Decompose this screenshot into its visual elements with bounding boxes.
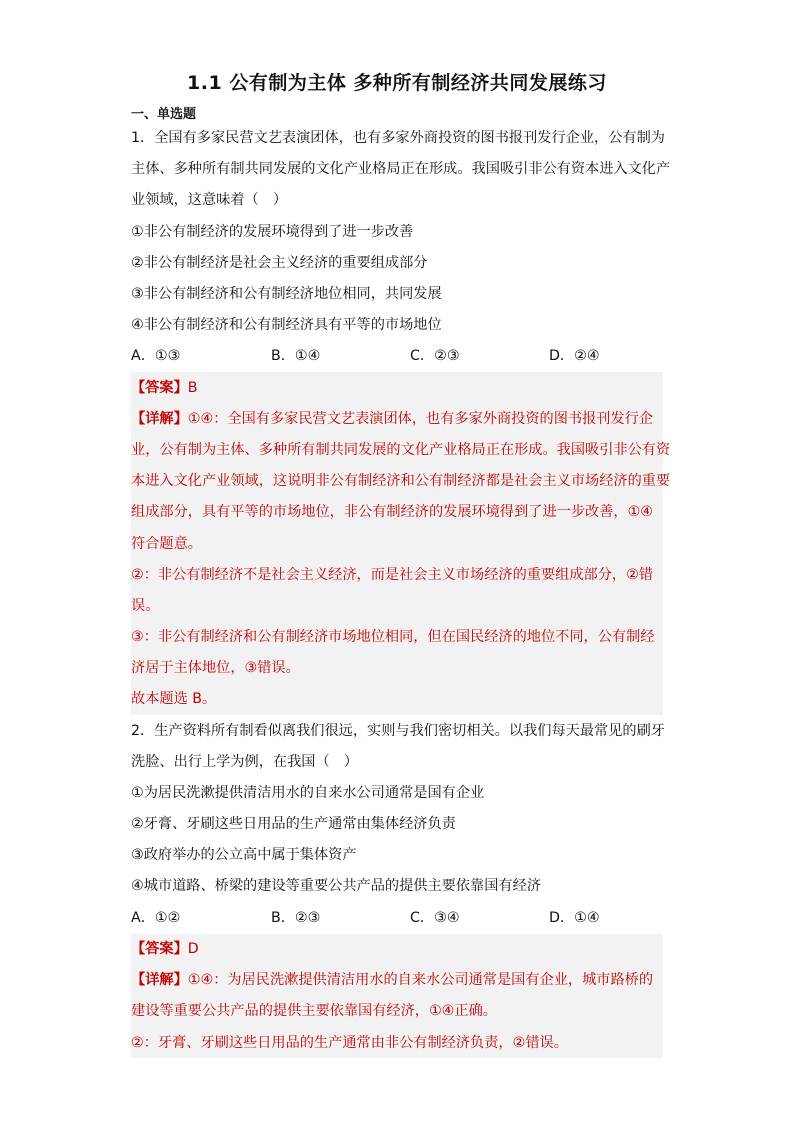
q1-statement: ③非公有制经济和公有制经济地位相同，共同发展	[131, 286, 442, 302]
q1-option-a: A．①③	[131, 348, 181, 364]
q1-detail-line: 本进入文化产业领域，这说明非公有制经济和公有制经济都是社会主义市场经济的重要	[131, 473, 671, 489]
q1-detail-line: 符合题意。	[131, 536, 202, 552]
q1-answer	[131, 378, 198, 398]
section-heading: 一、单选题	[131, 107, 197, 122]
q1-option-c: C．②③	[410, 348, 460, 364]
q1-stem-line: 1．全国有多家民营文艺表演团体，也有多家外商投资的图书报刊发行企业，公有制为	[131, 130, 665, 146]
q2-statement: ①为居民洗漱提供清洁用水的自来水公司通常是国有企业	[131, 785, 485, 801]
q1-option-d: D．②④	[549, 348, 600, 364]
q2-answer	[131, 939, 199, 959]
q2-option-b: B．②③	[271, 910, 321, 926]
q1-detail-line: 济居于主体地位，③错误。	[131, 660, 300, 676]
q2-detail-line: 建设等重要公共产品的提供主要依靠国有经济，①④正确。	[131, 1003, 497, 1019]
answer-value: D	[187, 941, 199, 957]
detail-tag: 【详解】	[131, 411, 188, 427]
q1-stem-line: 业领域，这意味着（ ）	[131, 192, 288, 208]
q2-detail-line: ②：牙膏、牙刷这些日用品的生产通常由非公有制经济负责，②错误。	[131, 1035, 568, 1051]
answer-tag: 【答案】	[131, 941, 188, 957]
q1-detail-line: 业，公有制为主体、多种所有制共同发展的文化产业格局正在形成。我国吸引非公有资	[131, 442, 671, 458]
q2-option-a: A．①②	[131, 910, 181, 926]
detail-text: ①④：为居民洗漱提供清洁用水的自来水公司通常是国有企业，城市路桥的	[187, 972, 654, 988]
q2-stem-line: 2．生产资料所有制看似离我们很远，实则与我们密切相关。以我们每天最常见的刷牙	[131, 723, 665, 739]
q2-statement: ③政府举办的公立高中属于集体资产	[131, 847, 357, 863]
q1-statement: ④非公有制经济和公有制经济具有平等的市场地位	[131, 317, 442, 333]
page-title: 1.1 公有制为主体 多种所有制经济共同发展练习	[187, 72, 607, 94]
q2-stem-line: 洗脸、出行上学为例，在我国（ ）	[131, 754, 359, 770]
q1-option-b: B．①④	[271, 348, 321, 364]
q1-detail-line: ③：非公有制经济和公有制经济市场地位相同，但在国民经济的地位不同，公有制经	[131, 629, 655, 645]
q1-detail-line: 误。	[131, 598, 160, 614]
q2-statement: ②牙膏、牙刷这些日用品的生产通常由集体经济负责	[131, 816, 456, 832]
q1-statement: ②非公有制经济是社会主义经济的重要组成部分	[131, 255, 428, 271]
detail-tag: 【详解】	[131, 972, 188, 988]
answer-value: B	[187, 380, 198, 396]
answer-tag: 【答案】	[131, 380, 188, 396]
detail-text: ①④：全国有多家民营文艺表演团体，也有多家外商投资的图书报刊发行企	[187, 411, 654, 427]
q1-statement: ①非公有制经济的发展环境得到了进一步改善	[131, 224, 414, 240]
q2-option-c: C．③④	[410, 910, 460, 926]
q1-detail-line: 组成部分，具有平等的市场地位，非公有制经济的发展环境得到了进一步改善，①④	[131, 504, 654, 520]
q1-detail-line	[131, 409, 653, 429]
q1-stem-line: 主体、多种所有制共同发展的文化产业格局正在形成。我国吸引非公有资本进入文化产	[131, 161, 671, 177]
q2-statement: ④城市道路、桥梁的建设等重要公共产品的提供主要依靠国有经济	[131, 878, 541, 894]
q1-detail-line: ②：非公有制经济不是社会主义经济，而是社会主义市场经济的重要组成部分，②错	[131, 567, 654, 583]
q2-option-d: D．①④	[549, 910, 600, 926]
q2-detail-line	[131, 970, 653, 990]
q1-conclusion: 故本题选 B。	[131, 691, 217, 707]
